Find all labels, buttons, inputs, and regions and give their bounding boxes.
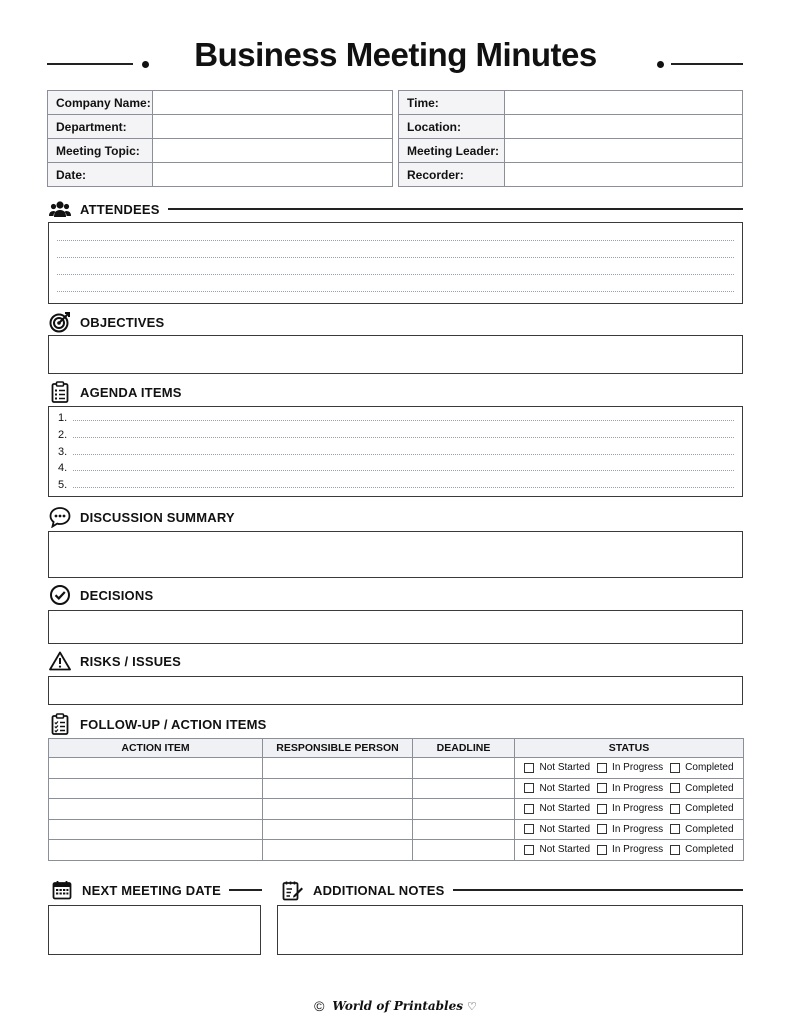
status-option-not-started[interactable]	[524, 844, 590, 855]
status-option-label: Not Started	[539, 762, 591, 774]
agenda-item-number: 1.	[58, 412, 68, 424]
risks-box[interactable]	[48, 676, 743, 705]
checkbox[interactable]	[670, 845, 680, 855]
speech-bubble-icon	[49, 506, 71, 528]
company-name-field[interactable]	[153, 91, 393, 115]
table-row	[49, 799, 744, 820]
info-label-recorder: Recorder:	[399, 163, 505, 187]
status-option-in-progress[interactable]	[597, 824, 663, 835]
info-label-meeting-leader: Meeting Leader:	[399, 139, 505, 163]
attendees-box[interactable]	[48, 222, 743, 304]
checkbox[interactable]	[597, 824, 607, 834]
agenda-item	[58, 446, 734, 458]
action-item-cell[interactable]	[49, 758, 263, 779]
status-cell	[515, 840, 744, 861]
notes-rule	[453, 889, 743, 891]
location-field[interactable]	[505, 115, 743, 139]
recorder-field[interactable]	[505, 163, 743, 187]
deadline-cell[interactable]	[413, 778, 515, 799]
checkbox[interactable]	[524, 804, 534, 814]
decisions-heading	[49, 584, 153, 606]
status-option-completed[interactable]	[670, 783, 733, 794]
action-item-cell[interactable]	[49, 799, 263, 820]
page-title: Business Meeting Minutes	[194, 36, 597, 73]
status-option-label: Not Started	[539, 823, 591, 835]
status-option-completed[interactable]	[670, 803, 733, 814]
responsible-person-cell[interactable]	[263, 819, 413, 840]
status-option-label: In Progress	[612, 762, 664, 774]
status-option-in-progress[interactable]	[597, 803, 663, 814]
responsible-person-cell[interactable]	[263, 799, 413, 820]
status-option-label: Completed	[685, 782, 734, 794]
meeting-leader-field[interactable]	[505, 139, 743, 163]
agenda-item	[58, 479, 734, 491]
attendees-rule	[168, 208, 743, 210]
date-field[interactable]	[153, 163, 393, 187]
checkbox[interactable]	[524, 783, 534, 793]
status-option-in-progress[interactable]	[597, 762, 663, 773]
discussion-heading	[49, 506, 235, 528]
info-label-department: Department:	[48, 115, 153, 139]
department-field[interactable]	[153, 115, 393, 139]
checkbox[interactable]	[670, 804, 680, 814]
status-option-label: Completed	[685, 844, 734, 856]
meeting-info-table-right	[398, 90, 743, 187]
deadline-cell[interactable]	[413, 799, 515, 820]
table-row	[49, 840, 744, 861]
status-cell	[515, 758, 744, 779]
status-option-not-started[interactable]	[524, 762, 590, 773]
table-row	[49, 758, 744, 779]
checkbox[interactable]	[597, 783, 607, 793]
info-label-meeting-topic: Meeting Topic:	[48, 139, 153, 163]
status-option-completed[interactable]	[670, 824, 733, 835]
notes-label: ADDITIONAL NOTES	[313, 882, 445, 898]
next-meeting-rule	[229, 889, 262, 891]
footer	[0, 998, 791, 1014]
attendees-line	[57, 257, 734, 258]
status-option-label: In Progress	[612, 803, 664, 815]
checkbox[interactable]	[524, 824, 534, 834]
next-meeting-label: NEXT MEETING DATE	[82, 882, 221, 898]
agenda-item	[58, 412, 734, 424]
agenda-item-line[interactable]	[73, 454, 734, 455]
discussion-box[interactable]	[48, 531, 743, 578]
meeting-info-table-left	[47, 90, 393, 187]
status-option-in-progress[interactable]	[597, 783, 663, 794]
responsible-person-cell[interactable]	[263, 758, 413, 779]
agenda-item-line[interactable]	[73, 437, 734, 438]
status-option-not-started[interactable]	[524, 783, 590, 794]
responsible-person-cell[interactable]	[263, 778, 413, 799]
clipboard-check-icon	[49, 713, 71, 735]
next-meeting-box[interactable]	[48, 905, 261, 955]
info-label-date: Date:	[48, 163, 153, 187]
action-items-table	[48, 738, 744, 861]
attendees-heading	[49, 198, 743, 220]
agenda-item-number: 2.	[58, 429, 68, 441]
action-item-header: ACTION ITEM	[49, 739, 263, 758]
agenda-heading	[49, 381, 182, 403]
responsible-person-cell[interactable]	[263, 840, 413, 861]
action-item-cell[interactable]	[49, 778, 263, 799]
checkbox[interactable]	[597, 804, 607, 814]
checkbox[interactable]	[524, 763, 534, 773]
status-option-label: Completed	[685, 803, 734, 815]
decisions-label: DECISIONS	[80, 587, 154, 603]
heart-icon: ♡	[467, 1000, 477, 1013]
status-cell	[515, 799, 744, 820]
checkbox[interactable]	[670, 783, 680, 793]
status-option-label: Not Started	[539, 782, 591, 794]
status-header: STATUS	[515, 739, 744, 758]
title-rule-right	[671, 63, 743, 65]
objectives-label: OBJECTIVES	[80, 314, 165, 330]
notepad-pen-icon	[282, 879, 304, 901]
agenda-item-line[interactable]	[73, 470, 734, 471]
copyright-symbol: ©	[314, 998, 325, 1014]
followup-label: FOLLOW-UP / ACTION ITEMS	[80, 716, 267, 732]
status-option-not-started[interactable]	[524, 824, 590, 835]
target-icon	[49, 311, 71, 333]
title-dot-right	[657, 61, 664, 68]
clipboard-list-icon	[49, 381, 71, 403]
status-option-label: Not Started	[539, 803, 591, 815]
attendees-label: ATTENDEES	[80, 201, 160, 217]
attendees-line	[57, 291, 734, 292]
notes-heading	[282, 879, 743, 901]
responsible-person-header: RESPONSIBLE PERSON	[263, 739, 413, 758]
info-label-time: Time:	[399, 91, 505, 115]
status-option-label: In Progress	[612, 823, 664, 835]
info-label-company-name: Company Name:	[48, 91, 153, 115]
status-option-label: In Progress	[612, 782, 664, 794]
brand-logo: World of Printables	[332, 999, 464, 1013]
title-dot-left	[142, 61, 149, 68]
followup-heading	[49, 713, 267, 735]
status-option-label: In Progress	[612, 844, 664, 856]
agenda-item	[58, 429, 734, 441]
status-option-label: Not Started	[539, 844, 591, 856]
status-option-label: Completed	[685, 762, 734, 774]
next-meeting-heading	[51, 879, 262, 901]
table-row	[49, 819, 744, 840]
status-option-completed[interactable]	[670, 762, 733, 773]
table-row	[49, 778, 744, 799]
deadline-cell[interactable]	[413, 840, 515, 861]
checkbox[interactable]	[597, 845, 607, 855]
agenda-item-number: 5.	[58, 479, 68, 491]
risks-heading	[49, 650, 181, 672]
agenda-item	[58, 462, 734, 474]
title-rule-left	[47, 63, 133, 65]
checkbox[interactable]	[670, 763, 680, 773]
meeting-topic-field[interactable]	[153, 139, 393, 163]
checkbox[interactable]	[670, 824, 680, 834]
objectives-heading	[49, 311, 164, 333]
action-item-cell[interactable]	[49, 819, 263, 840]
objectives-box[interactable]	[48, 335, 743, 374]
attendees-line	[57, 240, 734, 241]
check-circle-icon	[49, 584, 71, 606]
action-item-cell[interactable]	[49, 840, 263, 861]
risks-label: RISKS / ISSUES	[80, 653, 182, 669]
calendar-icon	[51, 879, 73, 901]
status-option-not-started[interactable]	[524, 803, 590, 814]
checkbox[interactable]	[597, 763, 607, 773]
agenda-box[interactable]	[48, 406, 743, 497]
discussion-label: DISCUSSION SUMMARY	[80, 509, 235, 525]
agenda-item-number: 3.	[58, 446, 68, 458]
people-icon	[49, 198, 71, 220]
status-option-completed[interactable]	[670, 844, 733, 855]
status-cell	[515, 778, 744, 799]
agenda-item-number: 4.	[58, 462, 68, 474]
agenda-label: AGENDA ITEMS	[80, 384, 182, 400]
warning-triangle-icon	[49, 650, 71, 672]
status-cell	[515, 819, 744, 840]
deadline-cell[interactable]	[413, 758, 515, 779]
attendees-line	[57, 274, 734, 275]
agenda-item-line[interactable]	[73, 420, 734, 421]
notes-box[interactable]	[277, 905, 743, 955]
agenda-item-line[interactable]	[73, 487, 734, 488]
status-option-label: Completed	[685, 823, 734, 835]
deadline-cell[interactable]	[413, 819, 515, 840]
time-field[interactable]	[505, 91, 743, 115]
checkbox[interactable]	[524, 845, 534, 855]
status-option-in-progress[interactable]	[597, 844, 663, 855]
info-label-location: Location:	[399, 115, 505, 139]
decisions-box[interactable]	[48, 610, 743, 644]
deadline-header: DEADLINE	[413, 739, 515, 758]
